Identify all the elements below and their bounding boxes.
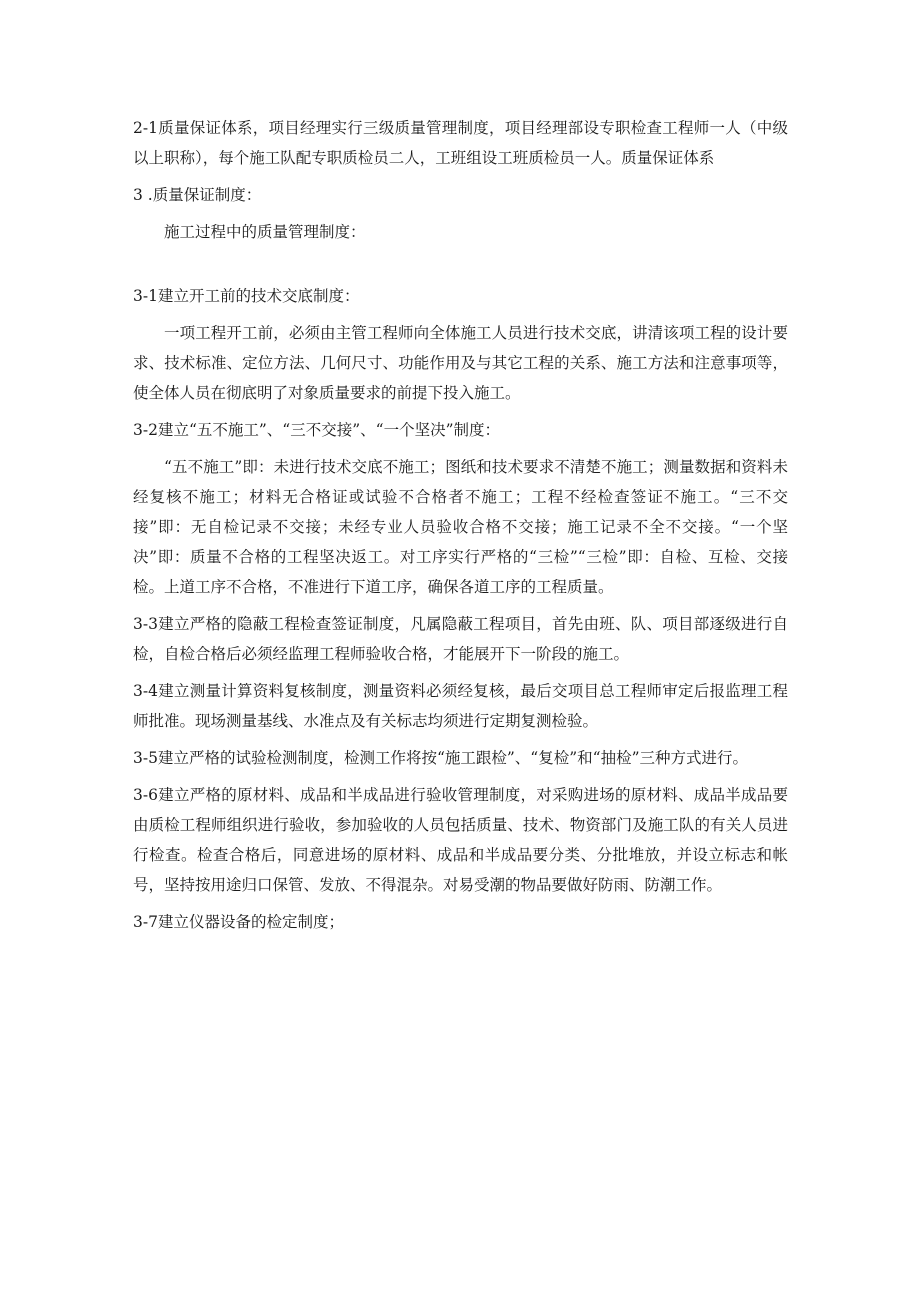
item-3-3: 3-3建立严格的隐蔽工程检查签证制度，凡属隐蔽工程项目，首先由班、队、项目部逐级进行自检，自检合格后必须经监理工程师验收合格，才能展开下一阶段的施工。: [133, 615, 788, 663]
item-3-1-heading: 3-1建立开工前的技术交底制度：: [133, 287, 360, 305]
document-page: [133, 113, 788, 944]
heading-quality-assurance-rules: 3 .质量保证制度：: [133, 186, 262, 204]
subheading-construction-quality-rules: 施工过程中的质量管理制度：: [164, 223, 366, 241]
item-3-2-body: “五不施工”即：未进行技术交底不施工；图纸和技术要求不清楚不施工；测量数据和资料未经复核不施工；材料无合格证或试验不合格者不施工；工程不经检查签证不施工。“三不交接”即：无自检记录不交接；未经专业人员验收合格不交接；施工记录不全不交接。“一个坚决”即：质量不合格的工程坚决返工。对工序实行严格的“三检”“三检”即：自检、互检、交接检。上道工序不合格，不准进行下道工序，确保各道工序的工程质量。: [133, 458, 788, 596]
item-3-5: 3-5建立严格的试验检测制度，检测工作将按“施工跟检”、“复检”和“抽检”三种方式进行。: [133, 749, 749, 767]
item-3-7: 3-7建立仪器设备的检定制度；: [133, 913, 344, 931]
paragraph-quality-system: 2-1质量保证体系，项目经理实行三级质量管理制度，项目经理部设专职检查工程师一人（中级以上职称），每个施工队配专职质检员二人，工班组设工班质检员一人。质量保证体系: [133, 119, 788, 167]
item-3-1-body: 一项工程开工前，必须由主管工程师向全体施工人员进行技术交底，讲清该项工程的设计要求、技术标准、定位方法、几何尺寸、功能作用及与其它工程的关系、施工方法和注意事项等，使全体人员在彻底明了对象质量要求的前提下投入施工。: [133, 324, 788, 402]
item-3-2-heading: 3-2建立“五不施工”、“三不交接”、“一个坚决”制度：: [133, 421, 501, 439]
item-3-6: 3-6建立严格的原材料、成品和半成品进行验收管理制度，对采购进场的原材料、成品半成品要由质检工程师组织进行验收，参加验收的人员包括质量、技术、物资部门及施工队的有关人员进行检查。检查合格后，同意进场的原材料、成品和半成品要分类、分批堆放，并设立标志和帐号，坚持按用途归口保管、发放、不得混杂。对易受潮的物品要做好防雨、防潮工作。: [133, 786, 788, 894]
item-3-4: 3-4建立测量计算资料复核制度，测量资料必须经复核，最后交项目总工程师审定后报监理工程师批准。现场测量基线、水准点及有关标志均须进行定期复测检验。: [133, 682, 788, 730]
